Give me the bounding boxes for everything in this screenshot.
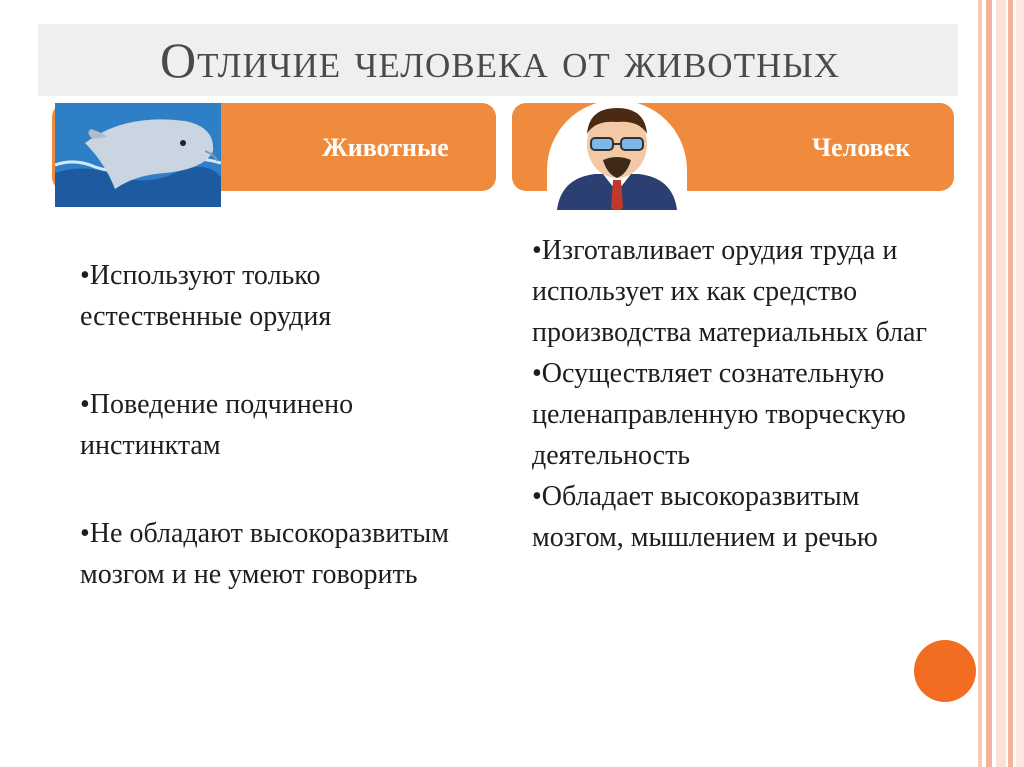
- stripe: [996, 0, 1006, 767]
- dolphin-image: [55, 103, 221, 207]
- human-list: [532, 230, 952, 558]
- stripe: [1008, 0, 1013, 767]
- list-item: •Используют только естественные орудия: [80, 260, 332, 332]
- human-header-label: Человек: [812, 133, 911, 162]
- list-item: •Изготавливает орудия труда и использует их как средство производства материальных благ: [532, 235, 927, 348]
- stripe: [1016, 0, 1024, 767]
- animals-header-label: Животные: [322, 133, 449, 162]
- stripe: [986, 0, 992, 767]
- slide-title: Отличие человека от животных: [159, 32, 841, 88]
- list-item: •Поведение подчинено инстинктам: [80, 389, 354, 461]
- list-item: •Обладает высокоразвитым мозгом, мышлением и речью: [532, 481, 878, 553]
- decorative-circle: [914, 640, 976, 702]
- stripe: [978, 0, 982, 767]
- decorative-stripes: [978, 0, 1024, 767]
- list-item: •Не обладают высокоразвитым мозгом и не умеют говорить: [80, 518, 449, 590]
- list-item: •Осуществляет сознательную целенаправленную творческую деятельность: [532, 358, 906, 471]
- animals-list: [80, 255, 460, 642]
